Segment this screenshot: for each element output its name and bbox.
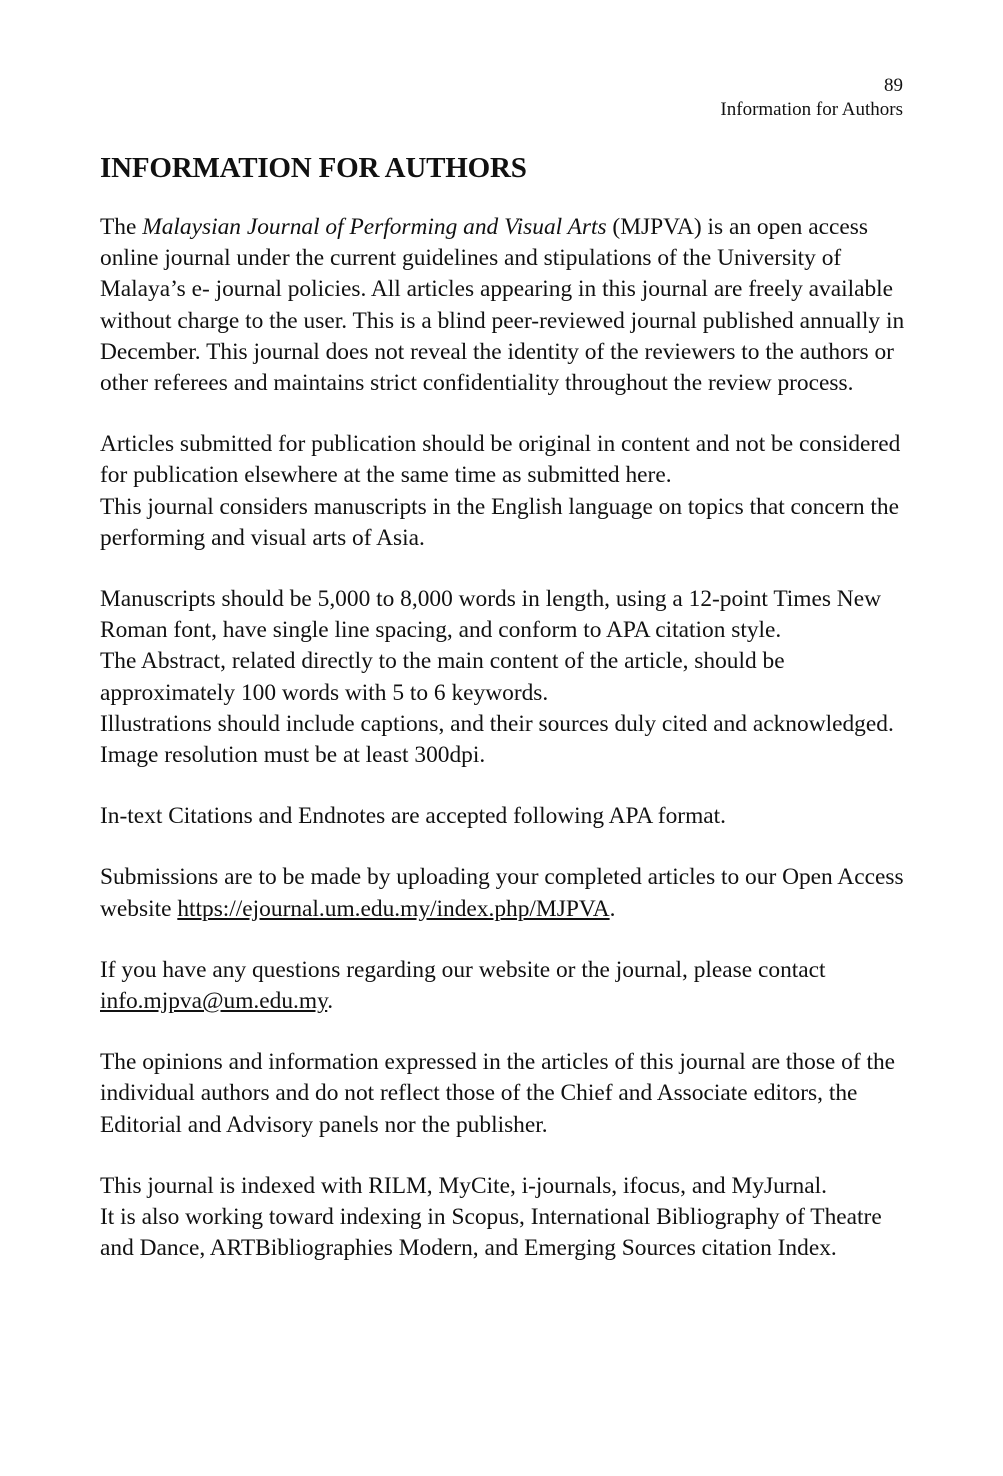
length-format-text: Manuscripts should be 5,000 to 8,000 words in length, using a 12-point Times New Roman font, have single line spacing, and conform to APA citation style.	[100, 586, 881, 644]
indexing-plans-text: It is also working toward indexing in Scopus, International Bibliography of Theatre and Dance, ARTBibliographies Modern, and Emerging Sources citation Index.	[100, 1204, 882, 1262]
page-title: INFORMATION FOR AUTHORS	[100, 152, 527, 184]
indexed-with-text: This journal is indexed with RILM, MyCite, i-journals, ifocus, and MyJurnal.	[100, 1172, 827, 1199]
intro-text-before: The	[100, 214, 143, 240]
contact-email-link[interactable]: info.mjpva@um.edu.my	[100, 988, 328, 1015]
paragraph-originality	[100, 429, 905, 554]
contact-text: If you have any questions regarding our website or the journal, please contact	[100, 956, 826, 983]
paragraph-disclaimer: The opinions and information expressed in the articles of this journal are those of the individual authors and do not reflect those of the Chief and Associate editors, the Editorial and Advisory panels nor the publisher.	[100, 1049, 896, 1138]
intro-text-after: (MJPVA) is an open access online journal under the current guidelines and stipulations of the University of Malaya’s e- journal policies. All articles appearing in this journal are freely available without charge to the user. This is a blind peer-reviewed journal published annually in December. This journal does not reveal the identity of the reviewers to the authors or other referees and maintains strict confidentiality throughout the review process.	[100, 214, 905, 397]
paragraph-indexing	[100, 1171, 905, 1265]
paragraph-contact	[100, 955, 905, 1017]
running-title: Information for Authors	[720, 99, 903, 120]
abstract-text: The Abstract, related directly to the main content of the article, should be approximately 100 words with 5 to 6 keywords.	[100, 648, 785, 706]
body-text	[100, 212, 905, 1294]
submissions-text: Submissions are to be made by uploading your completed articles to our Open Access website	[100, 864, 904, 922]
submissions-period: .	[609, 895, 616, 922]
page-number: 89	[884, 75, 903, 96]
paragraph-manuscript-format	[100, 584, 905, 771]
language-topics-text: This journal considers manuscripts in the English language on topics that concern the performing and visual arts of Asia.	[100, 493, 899, 551]
paragraph-intro	[100, 212, 905, 399]
journal-website-link[interactable]: https://ejournal.um.edu.my/index.php/MJPVA	[177, 895, 610, 922]
page-header	[720, 74, 903, 122]
illustrations-text: Illustrations should include captions, and their sources duly cited and acknowledged. Image resolution must be at least 300dpi.	[100, 710, 894, 769]
originality-text: Articles submitted for publication should be original in content and not be considered for publication elsewhere at the same time as submitted here.	[100, 431, 901, 489]
journal-name: Malaysian Journal of Performing and Visual Arts	[142, 214, 607, 240]
paragraph-submissions	[100, 862, 905, 924]
contact-period: .	[327, 988, 334, 1015]
paragraph-citations: In-text Citations and Endnotes are accepted following APA format.	[100, 803, 726, 830]
